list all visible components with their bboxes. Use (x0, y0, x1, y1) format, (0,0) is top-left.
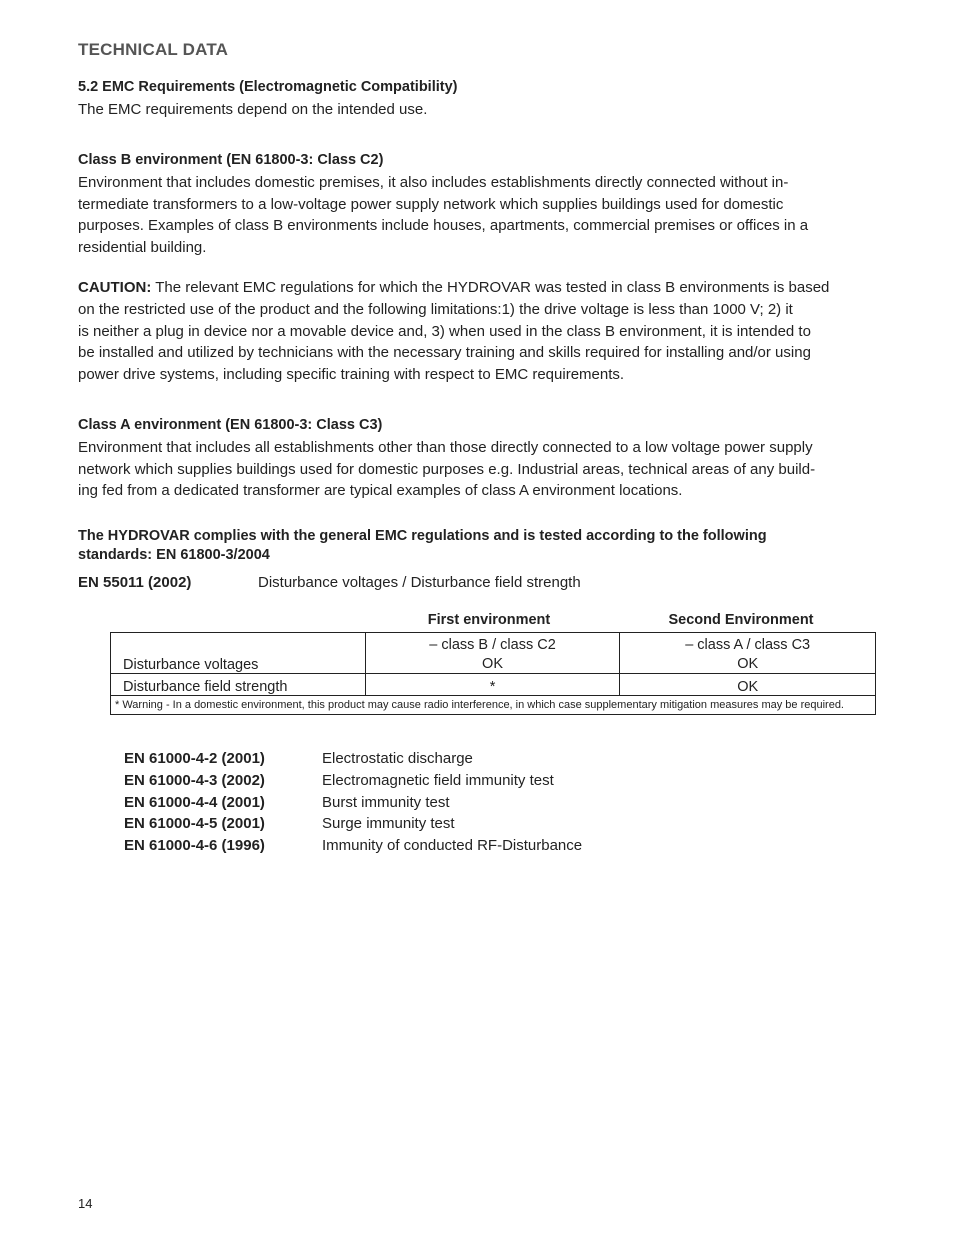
class-a-heading: Class A environment (EN 61800-3: Class C3) (78, 417, 383, 433)
list-item: EN 61000-4-2 (2001) Electrostatic discharge (124, 750, 473, 767)
table-row (111, 696, 876, 715)
class-b-heading: Class B environment (EN 61800-3: Class C2) (78, 152, 384, 168)
caution-block (78, 277, 870, 386)
caution-line: be installed and utilized by technicians with the necessary training and skills required for installing and/or using (78, 344, 811, 362)
page-title: TECHNICAL DATA (78, 40, 229, 59)
table-cell: * (365, 674, 620, 696)
caution-line: is neither a plug in device nor a movable device and, 3) when used in the class B environment, it is intended to (78, 322, 811, 340)
caution-label: CAUTION: (78, 279, 152, 296)
column-header-second: Second Environment (668, 612, 814, 628)
row-label: Disturbance voltages (111, 633, 366, 674)
page-number: 14 (78, 1196, 93, 1211)
class-b-block (78, 150, 870, 259)
column-header-first: First environment (427, 612, 551, 628)
class-b-line: termediate transformers to a low-voltage power supply network which supplies buildings used for domestic (78, 195, 784, 213)
row-label: Disturbance field strength (111, 674, 366, 696)
standards-list (124, 748, 582, 857)
list-item: EN 61000-4-6 (1996) Immunity of conducted RF-Disturbance (124, 837, 583, 855)
table-cell: – class B / class C2 OK (365, 633, 620, 674)
list-item: EN 61000-4-5 (2001) Surge immunity test (124, 815, 455, 833)
table-cell: – class A / class C3 OK (620, 633, 876, 674)
section-heading: 5.2 EMC Requirements (Electromagnetic Compatibility) (78, 79, 458, 95)
class-a-line: ing fed from a dedicated transformer are typical examples of class A environment locations. (78, 482, 683, 500)
standard-code: EN 55011 (2002) (78, 574, 192, 591)
list-item: EN 61000-4-4 (2001) Burst immunity test (124, 793, 450, 811)
class-b-line: Environment that includes domestic premises, it also includes establishments directly connected without in- (78, 173, 789, 191)
class-a-line: Environment that includes all establishments other than those directly connected to a low voltage power supply (78, 438, 813, 456)
standard-description: Disturbance voltages / Disturbance field strength (258, 574, 581, 591)
caution-line: CAUTION: The relevant EMC regulations for which the HYDROVAR was tested in class B environments is based (78, 279, 830, 296)
section-5-2 (78, 77, 870, 121)
class-b-line: purposes. Examples of class B environments include houses, apartments, commercial premises or offices in a (78, 217, 809, 235)
table-cell: OK (620, 674, 876, 696)
table-row (111, 633, 876, 674)
list-item: EN 61000-4-3 (2002) Electromagnetic field immunity test (124, 771, 554, 789)
caution-line: on the restricted use of the product and the following limitations:1) the drive voltage is less than 1000 V; 2) it (78, 300, 793, 318)
en55011-line (78, 574, 581, 591)
class-a-block (78, 415, 870, 502)
compliance-line: The HYDROVAR complies with the general EMC regulations and is tested according to the following (78, 528, 767, 544)
table-row (111, 674, 876, 696)
section-intro: The EMC requirements depend on the intended use. (78, 100, 428, 118)
class-b-line: residential building. (78, 239, 207, 257)
caution-line: power drive systems, including specific training with respect to EMC requirements. (78, 366, 625, 384)
compliance-line: standards: EN 61800-3/2004 (78, 547, 270, 563)
emc-table (110, 632, 876, 715)
table-note: * Warning - In a domestic environment, this product may cause radio interference, in which case supplementary mitigation measures may be required. (111, 696, 876, 715)
class-a-line: network which supplies buildings used for domestic purposes e.g. Industrial areas, technical areas of any build- (78, 460, 816, 478)
compliance-statement (78, 527, 870, 565)
